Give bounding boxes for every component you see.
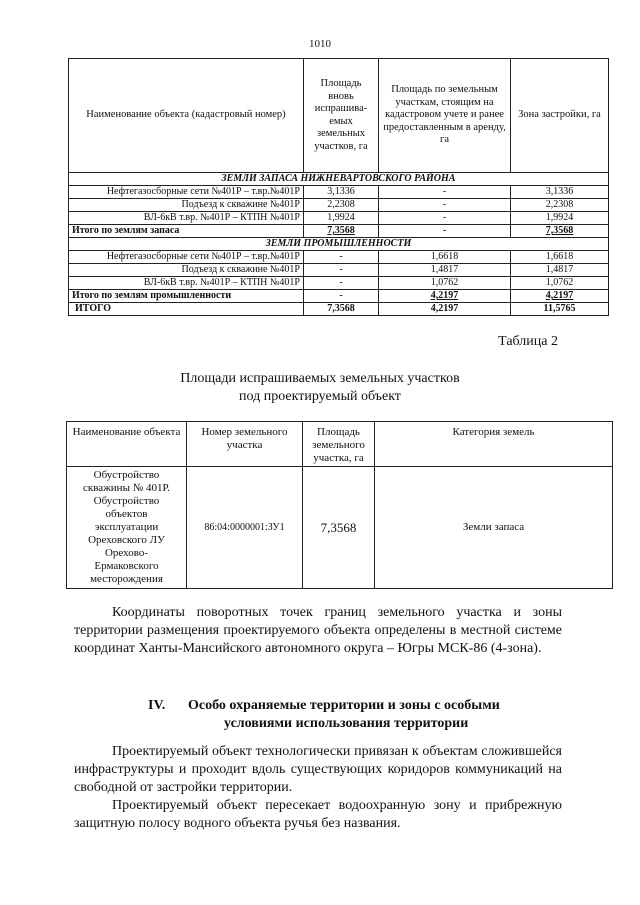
cell-area-leased: -: [379, 212, 511, 225]
cell-area-new: -: [304, 264, 379, 277]
table-row: [69, 199, 609, 212]
cell-area-leased: -: [379, 225, 511, 238]
cell-zone: 11,5765: [511, 303, 609, 316]
table-row: [69, 264, 609, 277]
cell-zone: 7,3568: [511, 225, 609, 238]
cell-area-leased: -: [379, 199, 511, 212]
land-area-table: [68, 58, 609, 316]
cell-area-leased: 4,2197: [379, 290, 511, 303]
table-2-title-line: Площади испрашиваемых земельных участков: [180, 371, 460, 386]
section-row-industry: [69, 238, 609, 251]
cell-name: Подъезд к скважине №401Р: [69, 264, 304, 277]
plot-area-table: [66, 421, 613, 589]
cell-name: Итого по землям запаса: [69, 225, 304, 238]
cell-area-leased: 1,4817: [379, 264, 511, 277]
cell-name: ВЛ-6кВ т.вр. №401Р – КТПН №401Р: [69, 277, 304, 290]
cell-land-category: Земли запаса: [375, 467, 613, 589]
cell-area-new: -: [304, 290, 379, 303]
cell-area-leased: 1,0762: [379, 277, 511, 290]
header-zone: Зона застройки, га: [511, 59, 609, 173]
cell-plot-area: 7,3568: [303, 467, 375, 589]
table-row: [69, 251, 609, 264]
header-object: Наименование объекта: [67, 422, 187, 467]
section-title: ЗЕМЛИ ЗАПАСА НИЖНЕВАРТОВСКОГО РАЙОНА: [69, 173, 609, 186]
coordinates-paragraph: [74, 604, 562, 658]
cell-zone: 1,4817: [511, 264, 609, 277]
cell-zone: 1,6618: [511, 251, 609, 264]
cell-name: ВЛ-6кВ т.вр. №401Р – КТПН №401Р: [69, 212, 304, 225]
header-plot-number: Номер земельного участка: [187, 422, 303, 467]
object-line: объектов: [105, 508, 148, 520]
table-row: [67, 467, 613, 589]
cell-name: Подъезд к скважине №401Р: [69, 199, 304, 212]
section-4-body: [74, 743, 562, 833]
object-line: эксплуатации: [94, 521, 159, 533]
table-row: [69, 277, 609, 290]
cell-name: Нефтегазосборные сети №401Р – т.вр.№401Р: [69, 186, 304, 199]
table-2-title-line: под проектируемый объект: [239, 389, 401, 404]
object-line: Ермаковского: [94, 560, 159, 572]
cell-area-new: -: [304, 251, 379, 264]
cell-area-new: 3,1336: [304, 186, 379, 199]
cell-zone: 2,2308: [511, 199, 609, 212]
cell-zone: 1,9924: [511, 212, 609, 225]
header-object-name: Наименование объекта (кадастровый номер): [69, 59, 304, 173]
object-line: месторождения: [90, 573, 163, 585]
cell-area-leased: 4,2197: [379, 303, 511, 316]
section-4-title-line: условиями использования территории: [224, 716, 469, 731]
cell-name: ИТОГО: [69, 303, 304, 316]
header-area-new: Площадь вновь испрашива-емых земельных участков, га: [304, 59, 379, 173]
header-area-leased: Площадь по земельным участкам, стоящим на кадастровом учете и ранее предоставленным в аренду, га: [379, 59, 511, 173]
object-line: Обустройство: [93, 469, 160, 481]
table-row: [69, 212, 609, 225]
subtotal-row-industry: [69, 290, 609, 303]
table-row: [69, 186, 609, 199]
cell-plot-number: 86:04:0000001:ЗУ1: [187, 467, 303, 589]
subtotal-row-reserve: [69, 225, 609, 238]
header-land-category: Категория земель: [375, 422, 613, 467]
page-number: 1010: [309, 38, 331, 50]
object-line: Обустройство: [93, 495, 160, 507]
cell-area-leased: -: [379, 186, 511, 199]
section-4-paragraph-2: Проектируемый объект пересекает водоохранную зону и прибрежную защитную полосу водного объекта ручья без названия.: [74, 798, 562, 831]
section-4-paragraph-1: Проектируемый объект технологически привязан к объектам сложившейся инфраструктуры и проходит вдоль существующих коридоров коммуникаций на свободной от застройки территории.: [74, 744, 562, 795]
section-4-title-line: Особо охраняемые территории и зоны с особыми: [188, 698, 500, 713]
grand-total-row: [69, 303, 609, 316]
section-row-reserve: [69, 173, 609, 186]
section-4-number: IV.: [148, 698, 166, 713]
object-line: Ореховского ЛУ: [88, 534, 165, 546]
table-2-title: [0, 370, 640, 406]
cell-area-new: 7,3568: [304, 303, 379, 316]
cell-name: Итого по землям промышленности: [69, 290, 304, 303]
header-plot-area: Площадь земельного участка, га: [303, 422, 375, 467]
cell-area-new: 1,9924: [304, 212, 379, 225]
object-line: скважины № 401Р.: [83, 482, 170, 494]
section-4-title: [188, 697, 500, 733]
cell-zone: 1,0762: [511, 277, 609, 290]
cell-area-new: 7,3568: [304, 225, 379, 238]
cell-object: [67, 467, 187, 589]
object-line: Орехово-: [104, 547, 149, 559]
cell-area-new: -: [304, 277, 379, 290]
coordinates-text: Координаты поворотных точек границ земельного участка и зоны территории размещения проектируемого объекта определены в местной системе координат Ханты-Мансийского автономного округа – Югры МСК-86 (4-зона).: [74, 605, 562, 656]
section-title: ЗЕМЛИ ПРОМЫШЛЕННОСТИ: [69, 238, 609, 251]
cell-area-leased: 1,6618: [379, 251, 511, 264]
table-2-label: Таблица 2: [498, 334, 558, 349]
cell-area-new: 2,2308: [304, 199, 379, 212]
cell-zone: 3,1336: [511, 186, 609, 199]
cell-zone: 4,2197: [511, 290, 609, 303]
cell-name: Нефтегазосборные сети №401Р – т.вр.№401Р: [69, 251, 304, 264]
